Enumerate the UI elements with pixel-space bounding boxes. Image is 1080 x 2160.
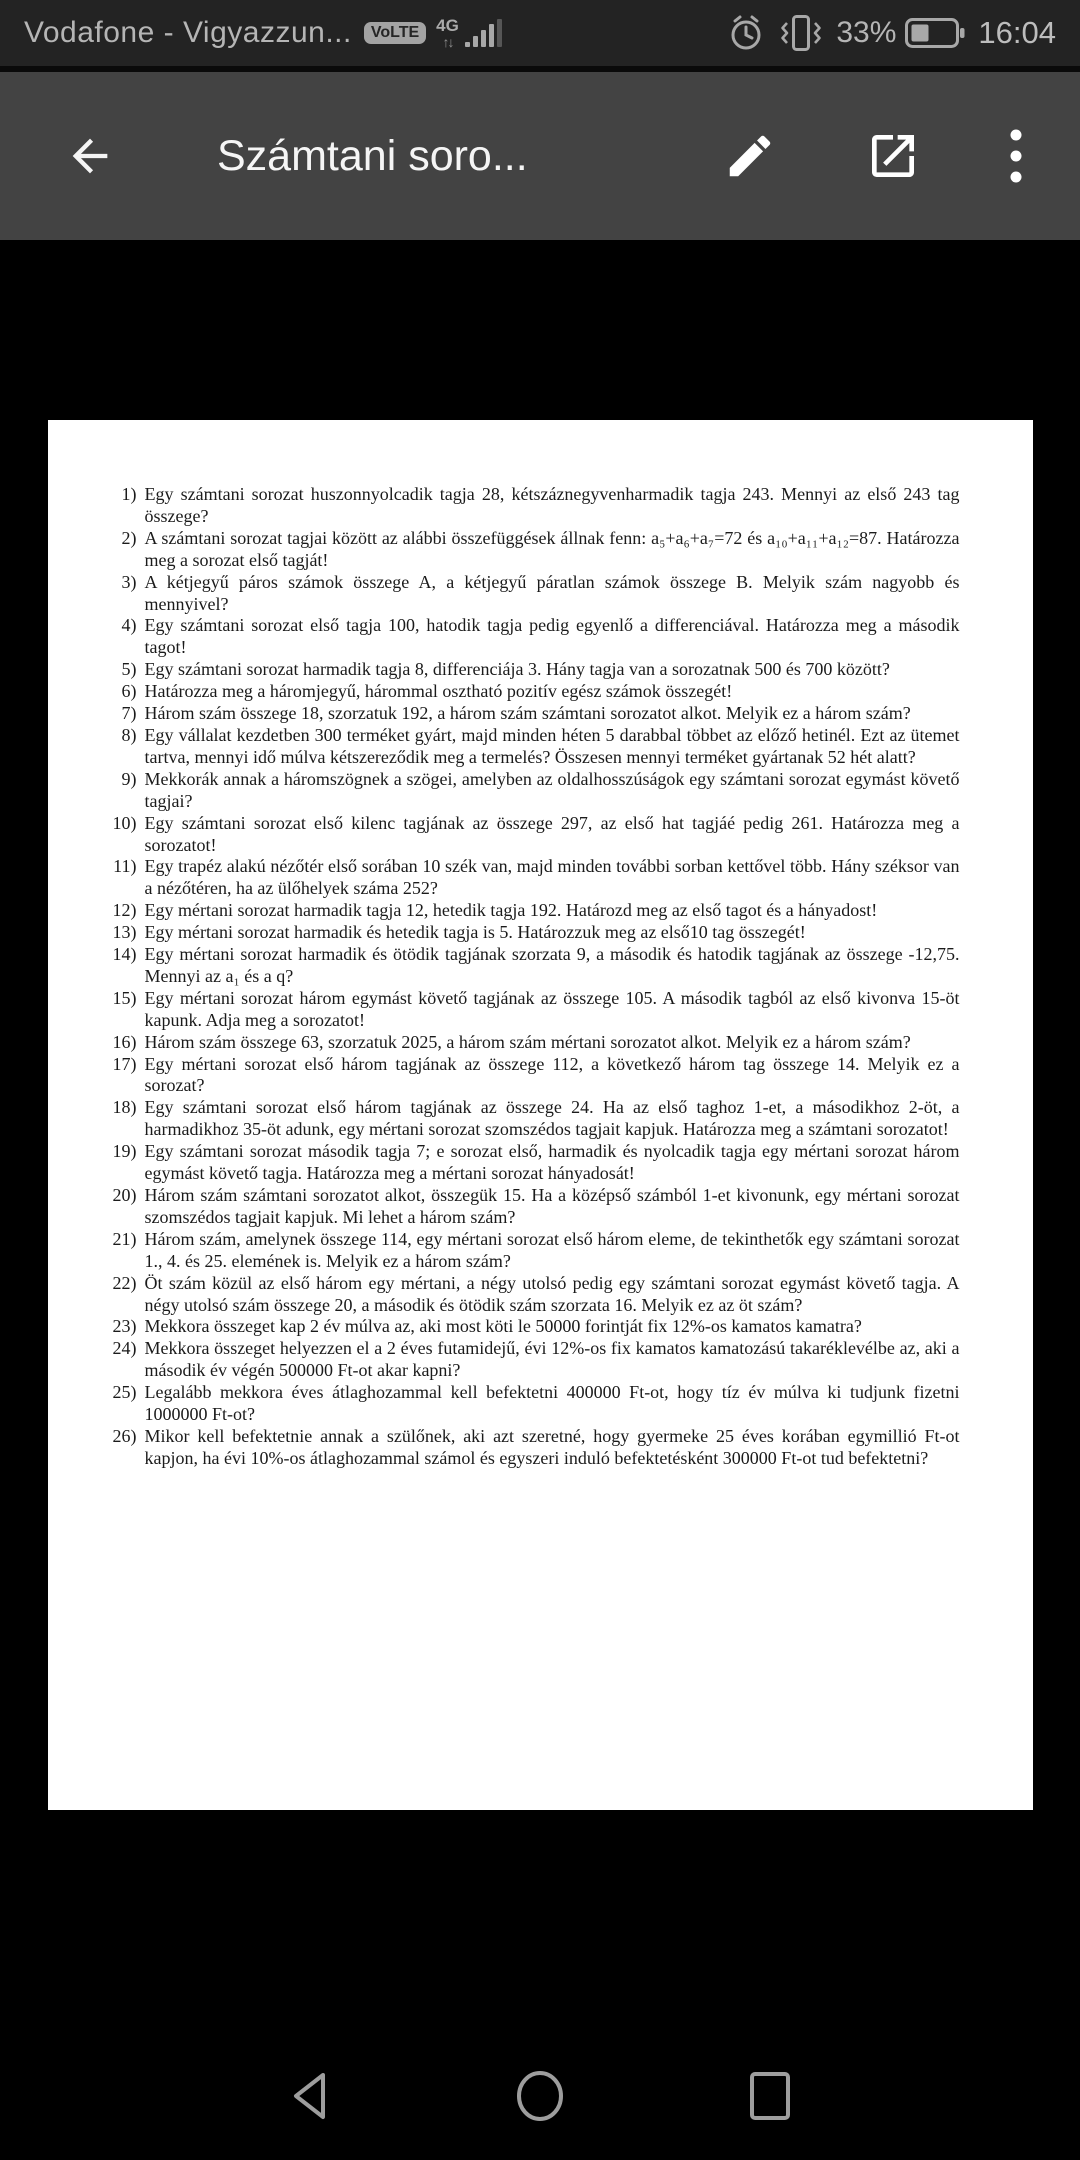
problem-item: [103, 1054, 960, 1098]
nav-home-button[interactable]: [512, 2069, 568, 2123]
problem-number: 15): [112, 987, 137, 1008]
problem-item: [103, 988, 960, 1032]
problem-item: [103, 769, 960, 813]
problem-item: [103, 681, 960, 703]
problem-item: [103, 1185, 960, 1229]
problem-item: [103, 1382, 960, 1426]
problem-text: Egy mértani sorozat harmadik és ötödik tagjának szorzata 9, a második és hatodik tagjának az összege -12,75. Mennyi az a₁ és a q?: [144, 944, 960, 986]
problem-number: 26): [112, 1425, 137, 1446]
problem-text: Három szám összege 18, szorzatuk 192, a három szám számtani sorozatot alkot. Melyik ez a három szám?: [144, 703, 911, 724]
problem-item: [103, 1273, 960, 1317]
problem-number: 11): [113, 856, 137, 877]
problem-item: [103, 1032, 960, 1054]
problem-text: Legalább mekkora éves átlaghozammal kell befektetni 400000 Ft-ot, hogy tíz év múlva ki tudjunk fizetni 1000000 Ft-ot?: [144, 1382, 960, 1425]
open-in-new-button[interactable]: [865, 128, 921, 184]
problem-text: Egy vállalat kezdetben 300 terméket gyárt, majd minden héten 5 darabbal többet az előző hetinél. Ezt az ütemet tartva, mennyi idő múlva kétszereződik meg a termelés? Összesen mennyi terméket gyártanak 52 hét alatt?: [144, 724, 960, 767]
problem-number: 20): [112, 1185, 137, 1205]
problem-number: 24): [112, 1338, 137, 1359]
problem-number: 3): [121, 571, 137, 592]
problem-item: [103, 659, 960, 681]
problem-number: 7): [121, 703, 137, 724]
problem-text: Egy mértani sorozat harmadik és hetedik tagja is 5. Határozzuk meg az első10 tag összegét!: [144, 922, 806, 943]
problem-item: [103, 484, 960, 528]
problem-text: Három szám számtani sorozatot alkot, összegük 15. Ha a középső számból 1-et kivonunk, egy mértani sorozat szomszédos tagjait kapjuk. Mi lehet a három szám?: [144, 1185, 960, 1227]
problem-text: Egy mértani sorozat első három tagjának az összege 112, a következő három tag összege 14. Melyik ez a sorozat?: [144, 1053, 960, 1096]
problem-item: [103, 922, 960, 944]
data-activity-arrows-icon: ↑↓: [442, 34, 453, 50]
problem-number: 10): [112, 812, 137, 833]
problem-number: 5): [121, 659, 137, 680]
open-in-new-icon: [865, 128, 921, 184]
problem-text: A kétjegyű páros számok összege A, a kétjegyű páratlan számok összege B. Melyik szám nagyobb és mennyivel?: [144, 571, 960, 614]
problem-item: [103, 813, 960, 857]
problem-number: 18): [112, 1097, 137, 1118]
problem-number: 14): [112, 944, 137, 965]
problem-number: 21): [112, 1228, 137, 1249]
problem-number: 9): [121, 768, 137, 789]
back-button[interactable]: [64, 130, 116, 182]
home-circle-icon: [512, 2069, 568, 2123]
problem-item: [103, 1141, 960, 1185]
problem-item: [103, 1338, 960, 1382]
signal-bars-icon: [465, 19, 502, 47]
network-type-indicator: [436, 17, 459, 49]
problem-text: Határozza meg a háromjegyű, hárommal osztható pozitív egész számok összegét!: [144, 681, 733, 702]
problem-text: Egy számtani sorozat első tagja 100, hatodik tagja pedig egyenlő a differenciával. Határozza meg a második tagot!: [144, 615, 960, 658]
problem-text: Három szám, amelynek összege 114, egy mértani sorozat első három eleme, de tekinthetők egy számtani sorozat 1., 4. és 25. elemének is. Melyik ez a három szám?: [144, 1228, 960, 1271]
problem-text: Egy trapéz alakú nézőtér első sorában 10 szék van, majd minden további sorban kettővel több. Hány széksor van a nézőtéren, ha az ülőhelyek száma 252?: [144, 856, 960, 899]
problem-item: [103, 1229, 960, 1273]
network-type-label: 4G: [436, 16, 459, 35]
problem-item: [103, 1426, 960, 1470]
problem-number: 16): [112, 1031, 137, 1052]
overflow-menu-icon: [1009, 127, 1023, 185]
problem-item: [103, 1097, 960, 1141]
problem-number: 23): [112, 1316, 137, 1337]
problem-number: 6): [121, 681, 137, 702]
status-bar: [0, 0, 1080, 66]
problem-text: Három szám összege 63, szorzatuk 2025, a három szám mértani sorozatot alkot. Melyik ez a három szám?: [144, 1031, 911, 1052]
clock-time: 16:04: [978, 15, 1056, 50]
edit-pencil-icon: [723, 129, 777, 183]
problem-text: Egy számtani sorozat első három tagjának az összege 24. Ha az első taghoz 1-et, a másodikhoz 2-öt, a harmadikhoz 35-öt adunk, egy mértani sorozat szomszédos tagjait kapjuk. Határozza meg a számtani sorozatot!: [144, 1097, 960, 1140]
problem-text: Mekkora összeget helyezzen el a 2 éves futamidejű, évi 12%-os fix kamatos kamatozású takaréklevélbe az, aki a második év végén 500000 Ft-ot akar kapni?: [144, 1338, 960, 1381]
problem-text: Egy számtani sorozat első kilenc tagjának az összege 297, az első hat tagjáé pedig 261. Határozza meg a sorozatot!: [144, 812, 960, 855]
carrier-text: Vodafone - Vigyazzun...: [24, 16, 352, 49]
recents-square-icon: [746, 2069, 794, 2123]
problem-item: [103, 725, 960, 769]
back-arrow-icon: [64, 130, 116, 182]
problem-item: [103, 615, 960, 659]
problem-item: [103, 856, 960, 900]
problem-item: [103, 944, 960, 988]
problem-number: 8): [121, 724, 137, 745]
problem-number: 22): [112, 1272, 137, 1293]
problem-item: [103, 528, 960, 572]
edit-button[interactable]: [723, 129, 777, 183]
problem-list: [103, 484, 960, 1470]
problem-text: Mikor kell befektetnie annak a szülőnek, aki azt szeretné, hogy gyermeke 25 éves korában egymillió Ft-ot kapjon, ha évi 10%-os átlaghozammal számol és egyszeri induló befektetésként 300000 Ft-ot tud befektetni?: [144, 1425, 960, 1468]
problem-item: [103, 703, 960, 725]
nav-back-button[interactable]: [286, 2069, 334, 2123]
navigation-bar: [0, 2068, 1080, 2124]
problem-text: Öt szám közül az első három egy mértani, a négy utolsó pedig egy számtani sorozat egymást követő tagja. A négy utolsó szám összege 20, a második és ötödik szám szorzata 16. Melyik ez az öt szám?: [144, 1272, 960, 1315]
battery-percent-label: 33%: [836, 16, 897, 49]
problem-item: [103, 900, 960, 922]
app-bar: [0, 72, 1080, 240]
problem-text: Egy mértani sorozat három egymást követő tagjának az összege 105. A második tagból az első kivonva 15-öt kapunk. Adja meg a sorozatot!: [144, 987, 960, 1030]
problem-number: 1): [121, 484, 137, 504]
document-page: [48, 420, 1033, 1810]
problem-text: Mekkora összeget kap 2 év múlva az, aki most köti le 50000 forintját fix 12%-os kamatos kamatra?: [144, 1316, 862, 1337]
alarm-icon: [726, 13, 766, 53]
problem-text: A számtani sorozat tagjai között az alábbi összefüggések állnak fenn: a₅+a₆+a₇=72 és a₁₀+a₁₁+a₁₂=87. Határozza meg a sorozat első tagját!: [144, 527, 960, 570]
back-triangle-icon: [286, 2069, 334, 2123]
problem-number: 2): [121, 527, 137, 548]
problem-number: 19): [112, 1141, 137, 1162]
volte-badge: VoLTE: [364, 22, 426, 44]
problem-text: Egy számtani sorozat huszonnyolcadik tagja 28, kétszáznegyvenharmadik tagja 243. Mennyi az első 243 tag összege?: [144, 484, 960, 526]
battery-icon: [905, 18, 965, 48]
overflow-menu-button[interactable]: [1009, 127, 1023, 185]
problem-number: 25): [112, 1382, 137, 1403]
problem-number: 13): [112, 922, 137, 943]
problem-text: Egy mértani sorozat harmadik tagja 12, hetedik tagja 192. Határozd meg az első tagot és a hányadost!: [144, 900, 878, 921]
problem-item: [103, 572, 960, 616]
document-title: Számtani soro...: [217, 131, 528, 180]
problem-number: 17): [112, 1053, 137, 1074]
vibrate-icon: [775, 13, 827, 53]
nav-recents-button[interactable]: [746, 2069, 794, 2123]
document-viewport[interactable]: [0, 420, 1080, 2160]
problem-number: 12): [112, 900, 137, 921]
problem-text: Egy számtani sorozat harmadik tagja 8, differenciája 3. Hány tagja van a sorozatnak 500 és 700 között?: [144, 659, 890, 680]
problem-item: [103, 1316, 960, 1338]
problem-text: Egy számtani sorozat második tagja 7; e sorozat első, harmadik és nyolcadik tagja egy mértani sorozat három egymást követő tagja. Határozza meg a mértani sorozat hányadosát!: [144, 1141, 960, 1184]
problem-number: 4): [121, 615, 137, 636]
problem-text: Mekkorák annak a háromszögnek a szögei, amelyben az oldalhosszúságok egy számtani sorozat egymást követő tagjai?: [144, 768, 960, 811]
